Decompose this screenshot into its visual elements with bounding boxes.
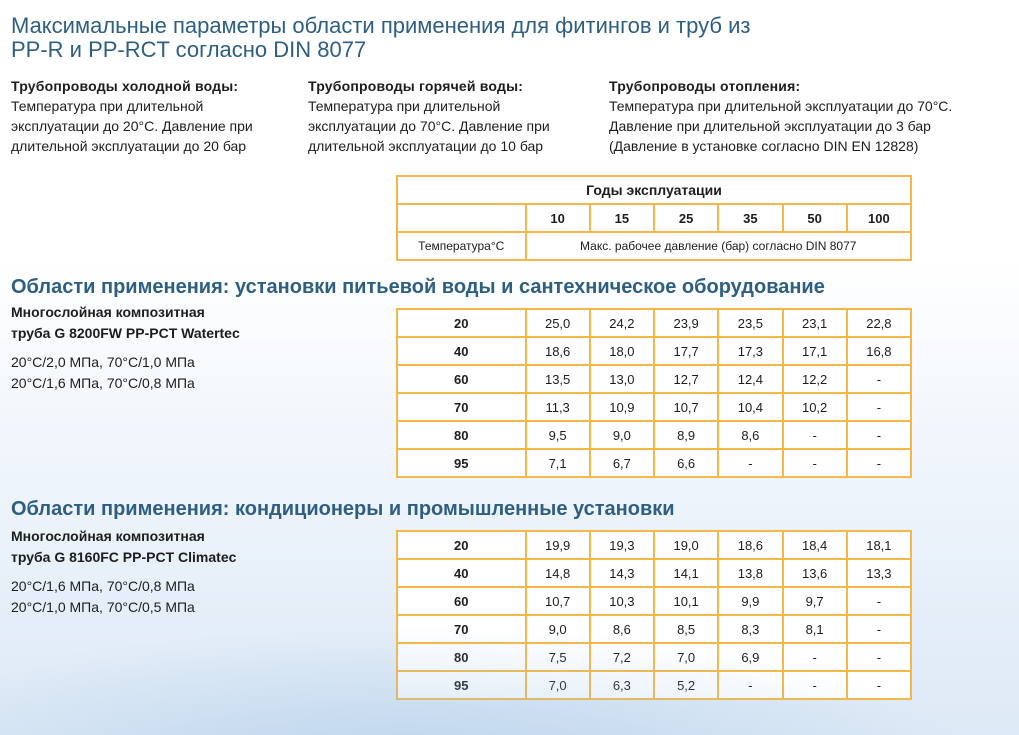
- years-header-row: [397, 176, 911, 204]
- pressure-cell: 10,7: [654, 393, 718, 421]
- temperature-cell: 70: [397, 615, 526, 643]
- year-cell: 35: [718, 204, 782, 232]
- year-cell: 10: [526, 204, 590, 232]
- temperature-cell: 80: [397, 421, 526, 449]
- year-cell: 50: [783, 204, 847, 232]
- pressure-cell: 10,4: [718, 393, 782, 421]
- pressure-cell: 9,0: [590, 421, 654, 449]
- pressure-cell: 13,8: [718, 559, 782, 587]
- pressure-cell: -: [783, 671, 847, 699]
- column-heading: Трубопроводы горячей воды:: [308, 78, 524, 94]
- pressure-cell: 14,8: [526, 559, 590, 587]
- pressure-cell: 19,3: [590, 531, 654, 559]
- pressure-cell: 13,3: [847, 559, 911, 587]
- table-row: [397, 531, 911, 559]
- pressure-cell: 7,0: [526, 671, 590, 699]
- temperature-cell: 95: [397, 449, 526, 477]
- pressure-cell: -: [847, 449, 911, 477]
- pressure-cell: 10,7: [526, 587, 590, 615]
- pressure-cell: 24,2: [590, 309, 654, 337]
- temperature-cell: 80: [397, 643, 526, 671]
- temperature-cell: 20: [397, 531, 526, 559]
- column-text-line: эксплуатации до 20°С. Давление при: [11, 118, 253, 134]
- table-row: [397, 559, 911, 587]
- page-title-line-1: Максимальные параметры области применения для фитингов и труб из: [11, 13, 751, 38]
- pressure-cell: 23,9: [654, 309, 718, 337]
- pressure-cell: 9,9: [718, 587, 782, 615]
- pressure-cell: 11,3: [526, 393, 590, 421]
- pressure-cell: 9,5: [526, 421, 590, 449]
- section-title-climate: Области применения: кондиционеры и промышленные установки: [11, 498, 675, 520]
- cold-water-column: [11, 76, 253, 156]
- temperature-cell: 60: [397, 365, 526, 393]
- product-spec: 20°С/1,0 МПа, 70°С/0,5 МПа: [11, 599, 195, 615]
- pressure-cell: 7,1: [526, 449, 590, 477]
- pressure-cell: 14,1: [654, 559, 718, 587]
- pressure-cell: 6,7: [590, 449, 654, 477]
- product-name-line: Многослойная композитная: [11, 528, 205, 544]
- pressure-cell: -: [783, 643, 847, 671]
- pressure-note: Макс. рабочее давление (бар) согласно DIN 8077: [526, 232, 912, 260]
- temperature-cell: 70: [397, 393, 526, 421]
- pressure-cell: 13,5: [526, 365, 590, 393]
- pressure-cell: 10,3: [590, 587, 654, 615]
- product-spec: 20°С/1,6 МПа, 70°С/0,8 МПа: [11, 375, 195, 391]
- product-name-line: Многослойная композитная: [11, 304, 205, 320]
- pressure-cell: 12,2: [783, 365, 847, 393]
- pressure-cell: 10,1: [654, 587, 718, 615]
- table-row: [397, 643, 911, 671]
- hot-water-column: [308, 76, 550, 156]
- pressure-cell: 13,0: [590, 365, 654, 393]
- page-title-line-2: PP-R и PP-RCT согласно DIN 8077: [11, 37, 367, 62]
- column-text-line: (Давление в установке согласно DIN EN 12828): [609, 138, 919, 154]
- pressure-cell: 25,0: [526, 309, 590, 337]
- year-cell: 15: [590, 204, 654, 232]
- years-row: [397, 204, 911, 232]
- table-row: [397, 615, 911, 643]
- column-text-line: Температура при длительной: [11, 98, 204, 114]
- pressure-cell: -: [847, 587, 911, 615]
- pressure-table-climatec: [396, 530, 912, 700]
- pressure-cell: 10,9: [590, 393, 654, 421]
- empty-cell: [397, 204, 526, 232]
- product-name-line: труба G 8200FW PP-PCT Watertec: [11, 325, 240, 341]
- column-text-line: Температура при длительной эксплуатации до 70°С.: [609, 98, 953, 114]
- pressure-cell: 12,7: [654, 365, 718, 393]
- pressure-cell: 7,2: [590, 643, 654, 671]
- pressure-cell: 18,4: [783, 531, 847, 559]
- pressure-cell: 8,5: [654, 615, 718, 643]
- column-heading: Трубопроводы холодной воды:: [11, 78, 239, 94]
- pressure-cell: 8,3: [718, 615, 782, 643]
- product-spec: 20°С/1,6 МПа, 70°С/0,8 МПа: [11, 578, 195, 594]
- page-title: [11, 14, 1001, 62]
- temperature-cell: 95: [397, 671, 526, 699]
- pressure-cell: 18,1: [847, 531, 911, 559]
- temperature-cell: 40: [397, 337, 526, 365]
- pressure-cell: 6,9: [718, 643, 782, 671]
- column-text-line: Температура при длительной: [308, 98, 501, 114]
- product-climatec: [11, 526, 236, 618]
- pressure-cell: -: [847, 393, 911, 421]
- temperature-cell: 60: [397, 587, 526, 615]
- service-years-table: [396, 175, 912, 261]
- pressure-cell: -: [847, 643, 911, 671]
- pressure-cell: 17,7: [654, 337, 718, 365]
- pressure-cell: 22,8: [847, 309, 911, 337]
- product-name-line: труба G 8160FC PP-PCT Climatec: [11, 549, 237, 565]
- temperature-cell: 40: [397, 559, 526, 587]
- pressure-cell: 7,0: [654, 643, 718, 671]
- pressure-cell: 8,1: [783, 615, 847, 643]
- year-cell: 100: [847, 204, 911, 232]
- pressure-cell: 18,6: [526, 337, 590, 365]
- pressure-cell: 23,5: [718, 309, 782, 337]
- table-row: [397, 587, 911, 615]
- pressure-cell: 6,3: [590, 671, 654, 699]
- pressure-cell: 17,3: [718, 337, 782, 365]
- pressure-cell: 16,8: [847, 337, 911, 365]
- table-row: [397, 337, 911, 365]
- pressure-cell: 19,0: [654, 531, 718, 559]
- product-watertec: [11, 302, 240, 394]
- year-cell: 25: [654, 204, 718, 232]
- pressure-cell: 9,7: [783, 587, 847, 615]
- pressure-cell: -: [783, 449, 847, 477]
- temperature-cell: 20: [397, 309, 526, 337]
- pressure-cell: 8,6: [590, 615, 654, 643]
- pressure-cell: 18,6: [718, 531, 782, 559]
- pressure-cell: -: [847, 615, 911, 643]
- table-row: [397, 393, 911, 421]
- temperature-label: Температура°С: [397, 232, 526, 260]
- pressure-cell: -: [718, 449, 782, 477]
- product-spec: 20°С/2,0 МПа, 70°С/1,0 МПа: [11, 354, 195, 370]
- pressure-cell: -: [783, 421, 847, 449]
- pressure-cell: 18,0: [590, 337, 654, 365]
- pressure-cell: 8,9: [654, 421, 718, 449]
- pressure-cell: 17,1: [783, 337, 847, 365]
- table-row: [397, 365, 911, 393]
- column-text-line: Давление при длительной эксплуатации до 3 бар: [609, 118, 931, 134]
- pressure-table-watertec: [396, 308, 912, 478]
- pressure-cell: 23,1: [783, 309, 847, 337]
- table-row: [397, 309, 911, 337]
- table-row: [397, 449, 911, 477]
- table-row: [397, 421, 911, 449]
- pressure-cell: 5,2: [654, 671, 718, 699]
- pressure-cell: 12,4: [718, 365, 782, 393]
- pressure-cell: -: [847, 365, 911, 393]
- pressure-cell: -: [718, 671, 782, 699]
- pressure-cell: 13,6: [783, 559, 847, 587]
- label-row: [397, 232, 911, 260]
- pressure-cell: 7,5: [526, 643, 590, 671]
- pressure-cell: 19,9: [526, 531, 590, 559]
- years-header: Годы эксплуатации: [397, 176, 911, 204]
- table-row: [397, 671, 911, 699]
- heating-column: [609, 76, 952, 156]
- pressure-cell: -: [847, 671, 911, 699]
- pressure-cell: 10,2: [783, 393, 847, 421]
- section-title-drinking-water: Области применения: установки питьевой воды и сантехническое оборудование: [11, 276, 825, 298]
- column-text-line: эксплуатации до 70°С. Давление при: [308, 118, 550, 134]
- column-heading: Трубопроводы отопления:: [609, 78, 801, 94]
- pressure-cell: 8,6: [718, 421, 782, 449]
- pressure-cell: -: [847, 421, 911, 449]
- pressure-cell: 9,0: [526, 615, 590, 643]
- pressure-cell: 6,6: [654, 449, 718, 477]
- column-text-line: длительной эксплуатации до 20 бар: [11, 138, 247, 154]
- column-text-line: длительной эксплуатации до 10 бар: [308, 138, 544, 154]
- pressure-cell: 14,3: [590, 559, 654, 587]
